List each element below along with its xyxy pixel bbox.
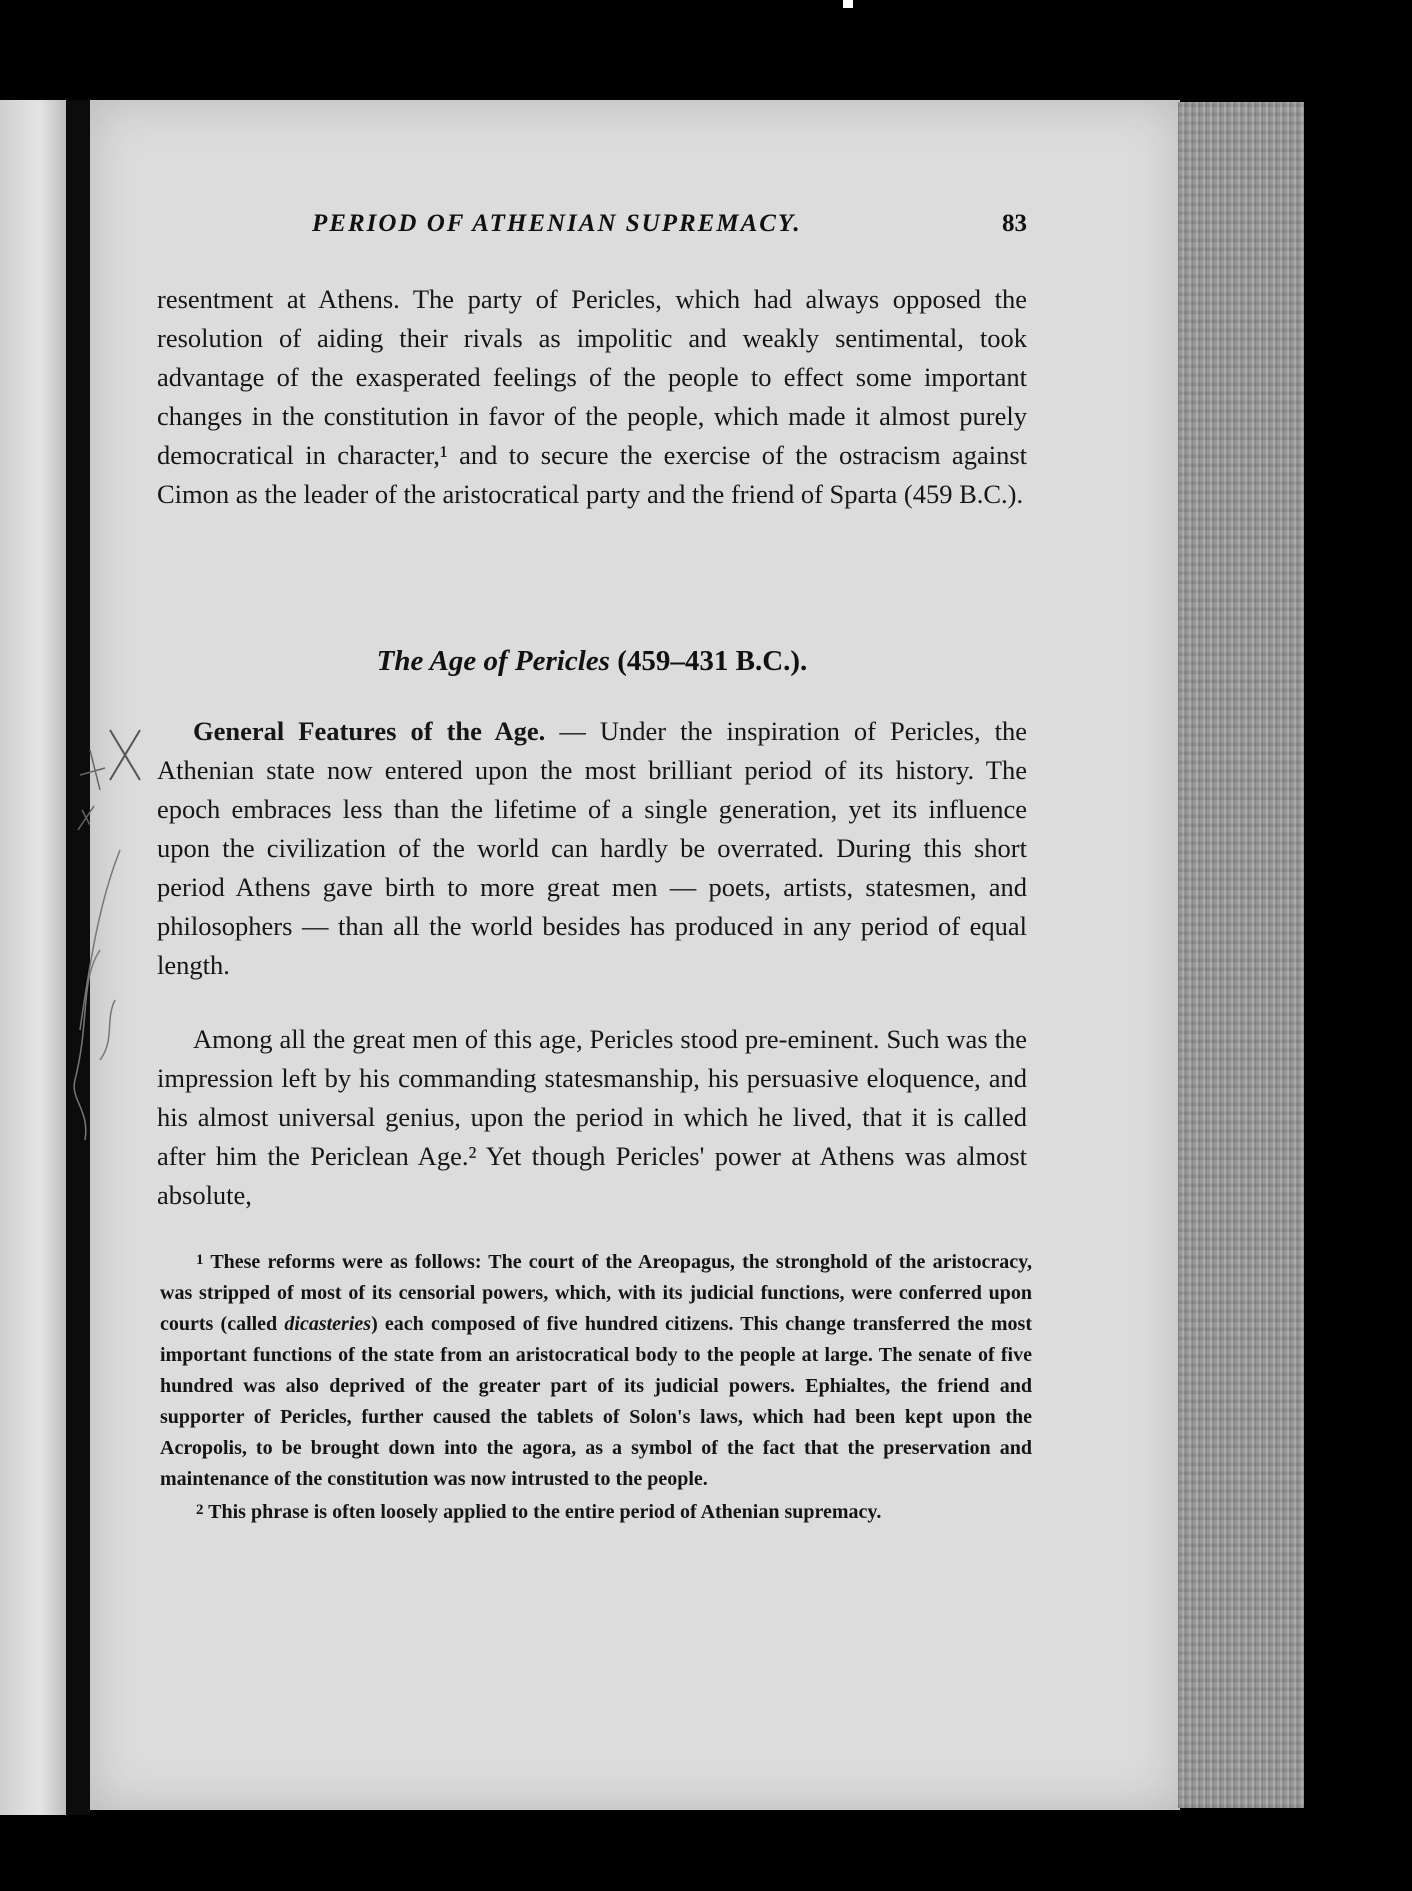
footnote-1 (160, 1245, 1032, 1495)
section-title: The Age of Pericles (376, 645, 610, 677)
paragraph-2 (157, 712, 1027, 985)
footnote-2-text: This phrase is often loosely applied to the entire period of Athenian supremacy. (208, 1501, 882, 1523)
facing-page-edge (0, 100, 66, 1815)
paragraph-heading: General Features of the Age. (193, 716, 546, 746)
scan-speck (843, 0, 853, 8)
paragraph-2-text: — Under the inspiration of Pericles, the Athenian state now entered upon the most brilliant period of its history. The epoch embraces less than the lifetime of a single generation, yet its influence upon the civilization of the world can hardly be overrated. During this short period Athens gave birth to more great men — poets, artists, statesmen, and philosophers — than all the world besides has produced in any period of equal length. (157, 716, 1027, 980)
section-dates: (459–431 B.C.). (617, 645, 808, 677)
footnote-2-number: 2 (196, 1502, 204, 1518)
page-number: 83 (1002, 210, 1027, 237)
running-head (157, 206, 1027, 246)
page-block-edge (1178, 102, 1304, 1808)
paragraph-1: resentment at Athens. The party of Pericles, which had always opposed the resolution of aiding their rivals as impolitic and weakly sentimental, took advantage of the exasperated feelings of the people to effect some important changes in the constitution in favor of the people, which made it almost purely democratical in character,¹ and to secure the exercise of the ostracism against Cimon as the leader of the aristocratical party and the friend of Sparta (459 B.C.). (157, 284, 1027, 509)
running-title: PERIOD OF ATHENIAN SUPREMACY. (312, 210, 802, 237)
handwritten-margin-annotation (60, 720, 150, 1160)
paragraph-3: Among all the great men of this age, Pericles stood pre-eminent. Such was the impression left by his commanding statesmanship, his persuasive eloquence, and his almost universal genius, upon the period in which he lived, that it is called after him the Periclean Age.² Yet though Pericles' power at Athens was almost absolute, (157, 1024, 1027, 1210)
footnote-1-number: 1 (196, 1252, 204, 1268)
footnote-1-text-a: These reforms were as follows: The court of the Areopagus, the stronghold of the aristocracy, was stripped of most of its censorial powers, which, with its judicial functions, were conferred upon courts (called (160, 1251, 1032, 1335)
footnotes (160, 1245, 1032, 1528)
footnote-1-text-b: ) each composed of five hundred citizens. This change transferred the most important functions of the state from an aristocratical body to the people at large. The senate of five hundred was also deprived of the greater part of its judicial powers. Ephialtes, the friend and supporter of Pericles, further caused the tablets of Solon's laws, which had been kept upon the Acropolis, to be brought down into the agora, as a symbol of the fact that the preservation and maintenance of the constitution was now intrusted to the people. (160, 1313, 1032, 1490)
footnote-1-italic: dicasteries (284, 1313, 372, 1335)
footnote-2 (160, 1495, 1032, 1528)
section-heading (157, 645, 1027, 678)
